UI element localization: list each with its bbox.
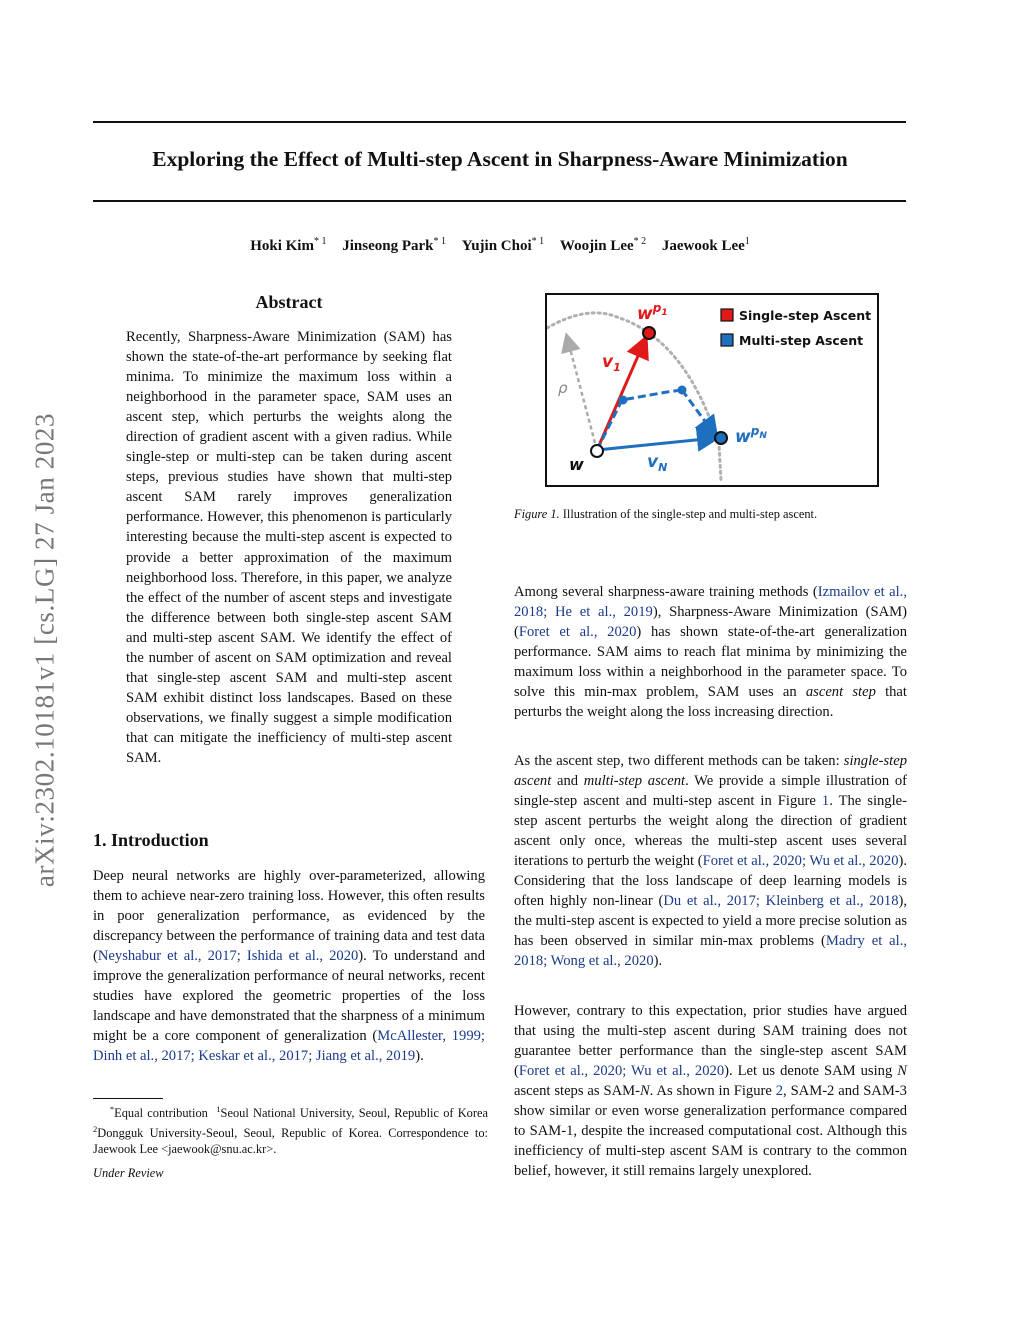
legend-single-swatch (721, 309, 733, 321)
author: Woojin Lee$^{* 2}$ (559, 236, 647, 254)
v1-label: $v_1$ (602, 352, 621, 374)
figure-1-caption: Figure 1. Illustration of the single-step and multi-step ascent. (514, 507, 818, 521)
author: Yujin Choi$^{* 1}$ (461, 236, 545, 254)
w-point (591, 445, 603, 457)
figure-reference-link[interactable]: 2 (775, 1083, 784, 1099)
footnote-rule (93, 1098, 163, 1099)
citation-link[interactable]: McAllester, 1999; Dinh et al., 2017; Keskar et al., 2017; Jiang et al., 2019 (93, 1028, 485, 1064)
wpN-point (715, 432, 727, 444)
figure-reference-link[interactable]: 1 (821, 793, 830, 809)
w-label: w (569, 455, 584, 474)
legend-single-label: Single-step Ascent (739, 308, 872, 323)
multi-step-point (619, 396, 628, 405)
title-top-rule (93, 121, 906, 123)
multi-step-last-arrow (682, 390, 715, 435)
wp1-point (643, 327, 655, 339)
figure-1 (545, 293, 879, 487)
under-review-note: Under Review (93, 1166, 164, 1180)
right-paragraph-1: Among several sharpness-aware training methods (Izmailov et al., 2018; He et al., 2019), Sharpness-Aware Minimization (SAM) (Foret et al., 2020) has shown state-of-the-art generalization performance. SAM aims to reach flat minima by minimizing the maximum loss within a neighborhood in the parameter space. To solve this min-max problem, SAM uses an ascent step that perturbs the weight along the loss increasing direction. (514, 584, 907, 720)
right-paragraph-3: However, contrary to this expectation, prior studies have argued that using the multi-step ascent during SAM training does not guarantee better performance than the single-step ascent SAM (Foret et al., 2020; Wu et al., 2020). Let us denote SAM using N ascent steps as SAM-N. As shown in Figure 2, SAM-2 and SAM-3 show similar or even worse generalization performance compared to SAM-1, despite the increased computational cost. Although this inefficiency of multi-step ascent SAM is contrary to the common belief, however, it still remains largely unexplored. (514, 1003, 908, 1179)
citation-link[interactable]: Du et al., 2017; Kleinberg et al., 2018 (663, 893, 899, 909)
figure-1-diagram (547, 295, 877, 485)
citation-link[interactable]: Neyshabur et al., 2017; Ishida et al., 2020 (97, 948, 359, 964)
multi-step-direct-arrow (597, 438, 715, 450)
right-paragraph-2: As the ascent step, two different methods can be taken: single-step ascent and multi-step ascent. We provide a simple illustration of single-step ascent and multi-step ascent in Figure 1. The single-step ascent perturbs the weight along the direction of gradient ascent only once, whereas the multi-step ascent uses several iterations to perturb the weight (Foret et al., 2020; Wu et al., 2020). Considering that the loss landscape of deep learning models is often highly non-linear (Du et al., 2017; Kleinberg et al., 2018), the multi-step ascent is expected to yield a more precise solution as has been observed in similar min-max problems (Madry et al., 2018; Wong et al., 2020). (514, 753, 908, 969)
arxiv-stamp: arXiv:2302.10181v1 [cs.LG] 27 Jan 2023 (29, 412, 60, 888)
citation-link[interactable]: Izmailov et al., 2018; He et al., 2019 (514, 584, 907, 620)
section-heading-introduction: 1. Introduction (93, 830, 209, 850)
legend-multi-label: Multi-step Ascent (739, 333, 864, 348)
wp1-label: $w^p1$ (637, 301, 668, 324)
legend-multi-swatch (721, 334, 733, 346)
author: Hoki Kim$^{* 1}$ (250, 236, 327, 254)
rho-label: ρ (558, 379, 568, 397)
author: Jinseong Park$^{* 1}$ (342, 236, 446, 254)
multi-step-point (678, 386, 687, 395)
rho-arrow (567, 337, 595, 443)
vN-label: $v_N$ (647, 452, 668, 474)
citation-link[interactable]: Foret et al., 2020; Wu et al., 2020 (702, 853, 899, 869)
abstract-heading: Abstract (255, 292, 323, 312)
intro-paragraph: Deep neural networks are highly over-parameterized, allowing them to achieve near-zero training loss. However, this often results in poor generalization performance, as evidenced by the discrepancy between the performance of training data and test data (Neyshabur et al., 2017; Ishida et al., 2020). To understand and improve the generalization performance of neural networks, recent studies have explored the geometric properties of the loss landscape and have demonstrated that the sharpness of a minimum might be a core component of generalization (McAllester, 1999; Dinh et al., 2017; Keskar et al., 2017; Jiang et al., 2019). (93, 868, 485, 1064)
citation-link[interactable]: Foret et al., 2020; Wu et al., 2020 (518, 1063, 725, 1079)
author-list (60, 236, 940, 255)
citation-link[interactable]: Madry et al., 2018; Wong et al., 2020 (514, 933, 908, 969)
footnote: *Equal contribution $^1$Seoul National University, Seoul, Republic of Korea $^2$Dongguk University-Seoul, Seoul, Republic of Korea. Correspondence to: Jaewook Lee <jaewook@snu.ac.kr>. (93, 1104, 489, 1157)
paper-title: Exploring the Effect of Multi-step Ascent in Sharpness-Aware Minimization (152, 147, 848, 171)
title-bottom-rule (93, 200, 906, 202)
wpN-label: $w^pN$ (735, 424, 767, 447)
abstract-text: Recently, Sharpness-Aware Minimization (SAM) has shown the state-of-the-art performance by seeking flat minima. To minimize the maximum loss within a neighborhood in the parameter space, SAM uses an ascent step, which perturbs the weights along the direction of gradient ascent with a given radius. While single-step or multi-step can be taken during ascent steps, previous studies have shown that multi-step ascent SAM rarely improves generalization performance. However, this phenomenon is particularly interesting because the multi-step ascent is expected to provide a better approximation of the maximum neighborhood loss. Therefore, in this paper, we analyze the effect of the number of ascent steps and investigate the difference between both single-step ascent SAM and multi-step ascent SAM. We identify the effect of the number of ascent on SAM optimization and reveal that single-step ascent SAM and multi-step ascent SAM exhibit distinct loss landscapes. Based on these observations, we finally suggest a simple modification that can mitigate the inefficiency of multi-step ascent SAM. (126, 329, 452, 766)
author: Jaewook Lee$^1$ (661, 236, 750, 254)
citation-link[interactable]: Foret et al., 2020 (518, 624, 637, 640)
